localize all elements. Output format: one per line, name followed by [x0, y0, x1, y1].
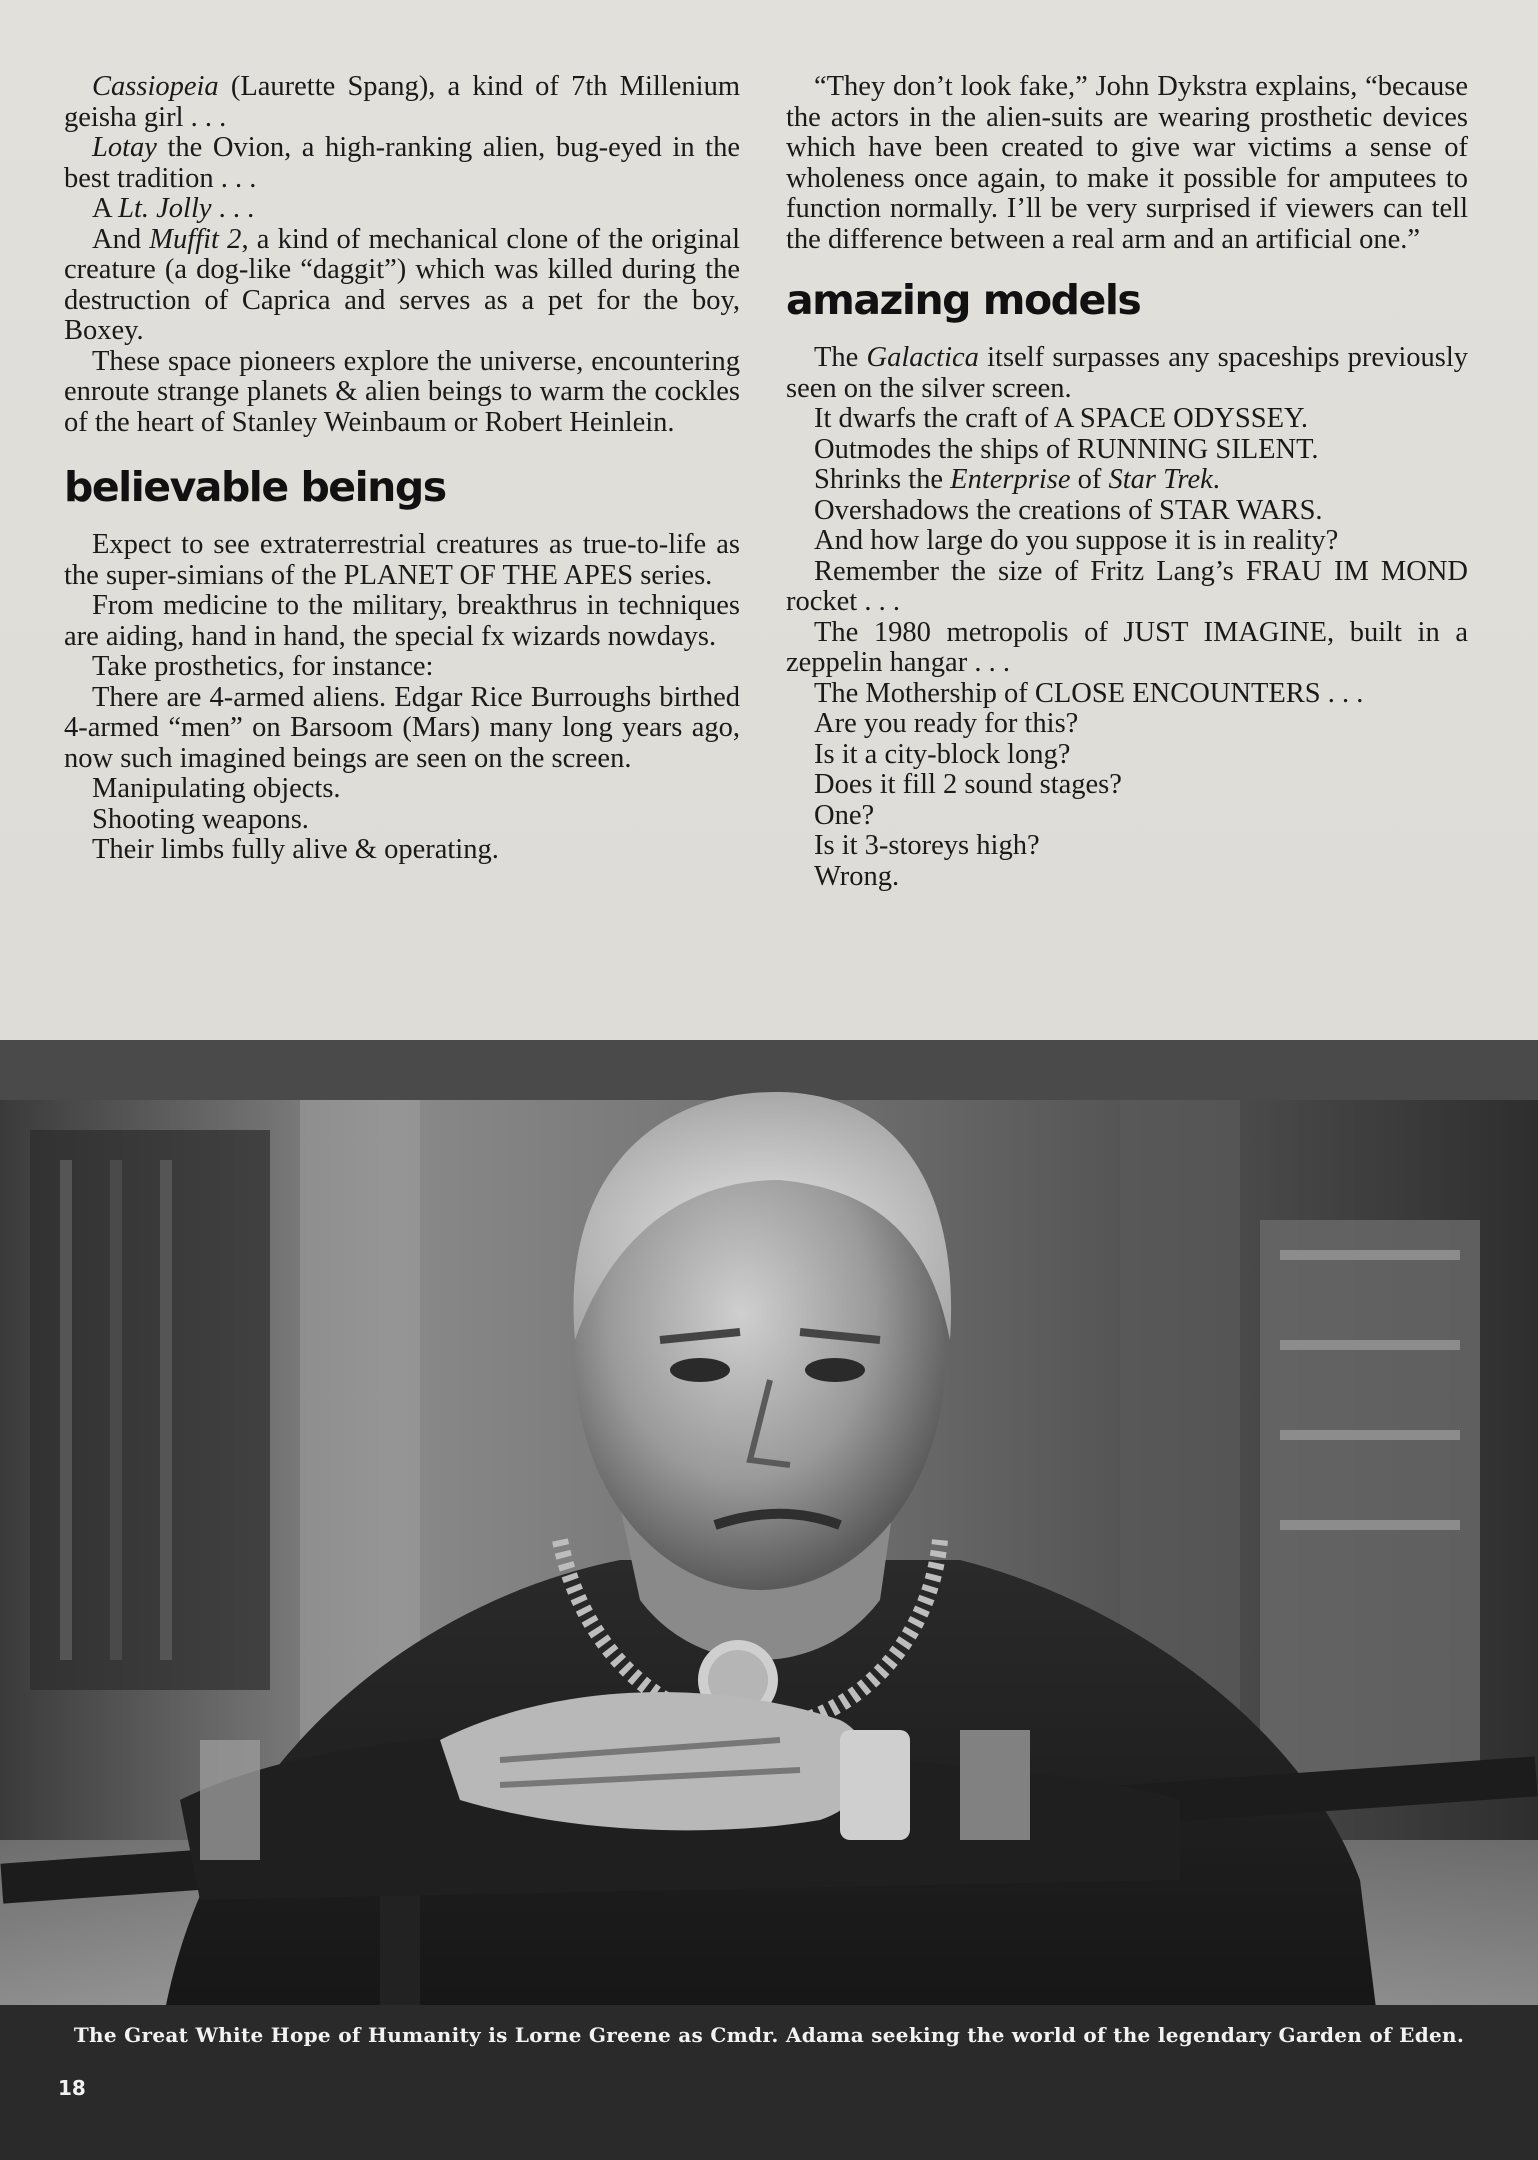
right-text-column — [786, 72, 1468, 892]
paragraph: Is it a city-block long? — [814, 738, 1071, 770]
italic-name: Star Trek — [1108, 464, 1213, 495]
text: Shrinks the — [814, 464, 951, 495]
caption-text: The Great White Hope of Humanity is Lorne Greene as Cmdr. Adama seeking the world of the legendary Garden of Eden. — [73, 2023, 1465, 2047]
italic-name: Galactica — [866, 342, 979, 373]
photo-caption — [0, 2022, 1538, 2049]
section-heading: believable beings — [64, 463, 446, 511]
text: . . . — [211, 193, 255, 224]
text: And — [92, 223, 150, 255]
paragraph: And how large do you suppose it is in reality? — [814, 525, 1339, 556]
text: , a kind of mechanical clone of the original creature (a dog-like “daggit”) which was killed during the destruction of Caprica and serves as a pet for the boy, Boxey. — [64, 223, 740, 346]
paragraph: Overshadows the creations of STAR WARS. — [814, 494, 1323, 526]
paragraph: The 1980 metropolis of JUST IMAGINE, built in a zeppelin hangar . . . — [786, 616, 1468, 678]
text: A — [92, 193, 119, 224]
paragraph: The Mothership of CLOSE ENCOUNTERS . . . — [814, 677, 1364, 709]
paragraph: Remember the size of Fritz Lang’s FRAU IM MOND rocket . . . — [786, 555, 1468, 617]
page-number: 18 — [58, 2076, 86, 2100]
text: . — [1212, 464, 1220, 495]
paragraph — [786, 465, 1468, 496]
text: The — [814, 342, 867, 373]
paragraph: Their limbs fully alive & operating. — [92, 834, 499, 865]
paragraph — [64, 133, 740, 194]
italic-name: Cassiopeia — [92, 71, 219, 102]
paragraph — [786, 343, 1468, 404]
paragraph — [64, 225, 740, 347]
paragraph: Manipulating objects. — [92, 773, 341, 804]
paragraph: From medicine to the military, breakthrus in techniques are aiding, hand in hand, the special fx wizards nowdays. — [64, 590, 740, 652]
left-text-column — [64, 72, 740, 866]
italic-name: Muffit 2 — [149, 223, 242, 255]
paragraph: It dwarfs the craft of A SPACE ODYSSEY. — [814, 403, 1309, 434]
text: of — [1070, 464, 1109, 495]
paragraph: Expect to see extraterrestrial creatures as true-to-life as the super-simians of the PLANET OF THE APES series. — [64, 529, 740, 591]
text: (Laurette Spang), a kind of 7th Millenium geisha girl . . . — [64, 71, 740, 133]
photo-illustration — [0, 1040, 1538, 2160]
paragraph: Wrong. — [814, 860, 900, 892]
text: itself surpasses any spaceships previously seen on the silver screen. — [786, 342, 1469, 404]
paragraph — [64, 72, 740, 133]
paragraph: One? — [814, 799, 875, 831]
text: the Ovion, a high-ranking alien, bug-eyed in the best tradition . . . — [64, 132, 740, 194]
italic-name: Lotay — [92, 132, 157, 163]
paragraph: Outmodes the ships of RUNNING SILENT. — [814, 433, 1319, 465]
paragraph: These space pioneers explore the universe, encountering enroute strange planets & alien beings to warm the cockles of the heart of Stanley Weinbaum or Robert Heinlein. — [64, 345, 740, 438]
section-heading: amazing models — [786, 276, 1141, 324]
paragraph — [64, 194, 740, 225]
paragraph: Shooting weapons. — [92, 803, 309, 835]
paragraph: There are 4-armed aliens. Edgar Rice Burroughs birthed 4-armed “men” on Barsoom (Mars) many long years ago, now such imagined beings are seen on the screen. — [64, 681, 740, 774]
italic-name: Lt. Jolly — [118, 193, 212, 224]
italic-name: Enterprise — [950, 464, 1071, 495]
portrait-photo — [0, 1040, 1538, 2160]
paragraph: “They don’t look fake,” John Dykstra explains, “because the actors in the alien-suits are wearing prosthetic devices which have been created to give war victims a sense of wholeness once again, to make it possible for amputees to function normally. I’ll be very surprised if viewers can tell the difference between a real arm and an artificial one.” — [786, 71, 1468, 255]
paragraph: Are you ready for this? — [814, 708, 1079, 739]
paragraph: Take prosthetics, for instance: — [92, 651, 434, 682]
paragraph: Does it fill 2 sound stages? — [814, 769, 1122, 800]
paragraph: Is it 3-storeys high? — [814, 830, 1040, 861]
